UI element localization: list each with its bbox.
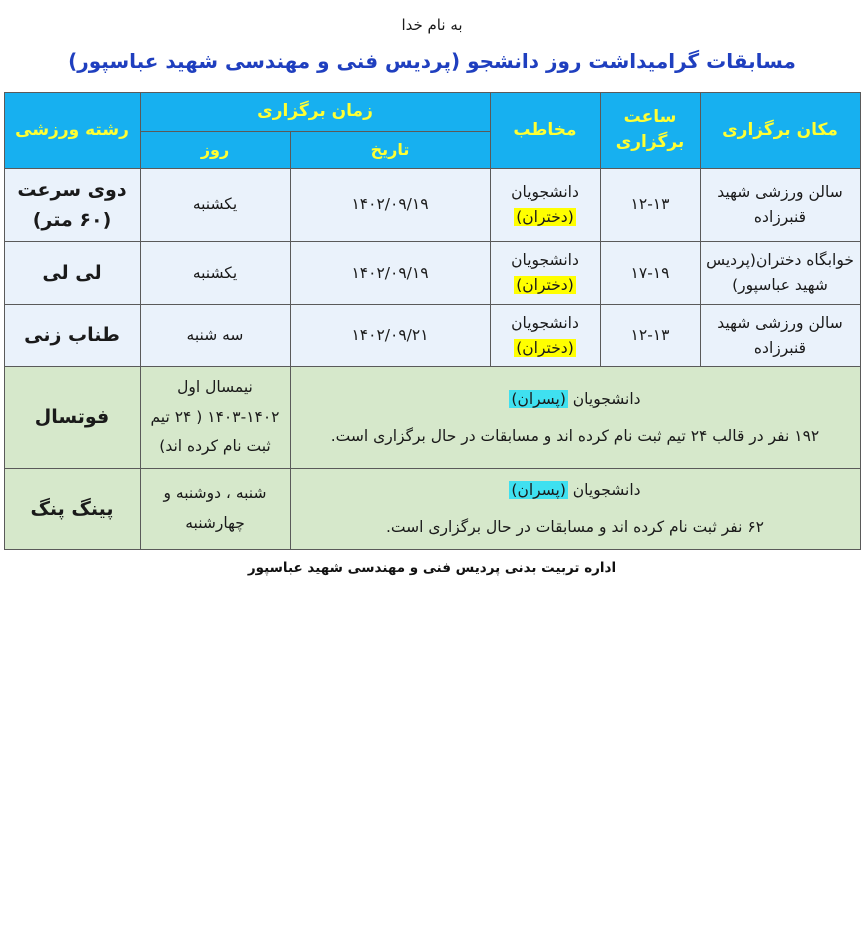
table-header-row — [4, 93, 860, 132]
audience-main: دانشجویان — [511, 251, 579, 270]
cell-audience — [490, 304, 600, 367]
header-date: تاریخ — [290, 131, 490, 168]
header-sport: رشته ورزشی — [4, 93, 140, 169]
header-time-group: زمان برگزاری — [140, 93, 490, 132]
competition-schedule-table — [4, 92, 861, 550]
cell-sport: طناب زنی — [4, 304, 140, 367]
cell-sport: فوتسال — [4, 367, 140, 468]
table-row — [4, 242, 860, 305]
cell-day: سه شنبه — [140, 304, 290, 367]
page-title: مسابقات گرامیداشت روز دانشجو (پردیس فنی و مهندسی شهید عباسپور) — [68, 49, 796, 73]
audience-tag: (دختران) — [516, 338, 574, 357]
audience-tag: (دختران) — [516, 207, 574, 226]
table-body — [4, 168, 860, 549]
cell-place: سالن ورزشی شهید قنبرزاده — [700, 304, 860, 367]
cell-audience — [490, 242, 600, 305]
note-line2: ۶۲ نفر ثبت نام کرده اند و مسابقات در حال برگزاری است. — [385, 517, 765, 536]
audience-main: دانشجویان — [567, 389, 641, 408]
bismillah-text: به نام خدا — [401, 16, 463, 34]
note-line2: ۱۹۲ نفر در قالب ۲۴ تیم ثبت نام کرده اند و مسابقات در حال برگزاری است. — [330, 426, 820, 445]
audience-tag: (دختران) — [516, 276, 574, 295]
table-row — [4, 468, 860, 549]
cell-note — [290, 468, 860, 549]
cell-date: ۱۴۰۲/۰۹/۱۹ — [290, 168, 490, 242]
cell-sport: دوی سرعت (۶۰ متر) — [4, 168, 140, 242]
table-row — [4, 168, 860, 242]
audience-tag: (پسران) — [511, 480, 566, 499]
cell-sport: پینگ پنگ — [4, 468, 140, 549]
cell-day: یکشنبه — [140, 242, 290, 305]
cell-hour: ۱۲-۱۳ — [600, 168, 700, 242]
audience-tag: (پسران) — [511, 389, 566, 408]
note-line1 — [295, 475, 856, 506]
cell-date: ۱۴۰۲/۰۹/۲۱ — [290, 304, 490, 367]
cell-day: شنبه ، دوشنبه و چهارشنبه — [140, 468, 290, 549]
audience-main: دانشجویان — [511, 313, 579, 332]
footer-text: اداره تربیت بدنی پردیس فنی و مهندسی شهید عباسپور — [247, 559, 617, 576]
audience-main: دانشجویان — [567, 480, 641, 499]
header-place: مکان برگزاری — [700, 93, 860, 169]
cell-hour: ۱۲-۱۳ — [600, 304, 700, 367]
table-row — [4, 304, 860, 367]
table-header — [4, 93, 860, 169]
cell-hour: ۱۷-۱۹ — [600, 242, 700, 305]
header-day: روز — [140, 131, 290, 168]
table-row — [4, 367, 860, 468]
cell-audience — [490, 168, 600, 242]
header-audience: مخاطب — [490, 93, 600, 169]
cell-note — [290, 367, 860, 468]
note-line1 — [295, 384, 856, 415]
cell-place: خوابگاه دختران(پردیس شهید عباسپور) — [700, 242, 860, 305]
header-hour: ساعت برگزاری — [600, 93, 700, 169]
cell-sport: لی لی — [4, 242, 140, 305]
cell-date: ۱۴۰۲/۰۹/۱۹ — [290, 242, 490, 305]
audience-main: دانشجویان — [511, 183, 579, 202]
cell-day: نیمسال اول ۱۴۰۲-۱۴۰۳ ( ۲۴ تیم ثبت نام کرده اند) — [140, 367, 290, 468]
cell-day: یکشنبه — [140, 168, 290, 242]
cell-place: سالن ورزشی شهید قنبرزاده — [700, 168, 860, 242]
